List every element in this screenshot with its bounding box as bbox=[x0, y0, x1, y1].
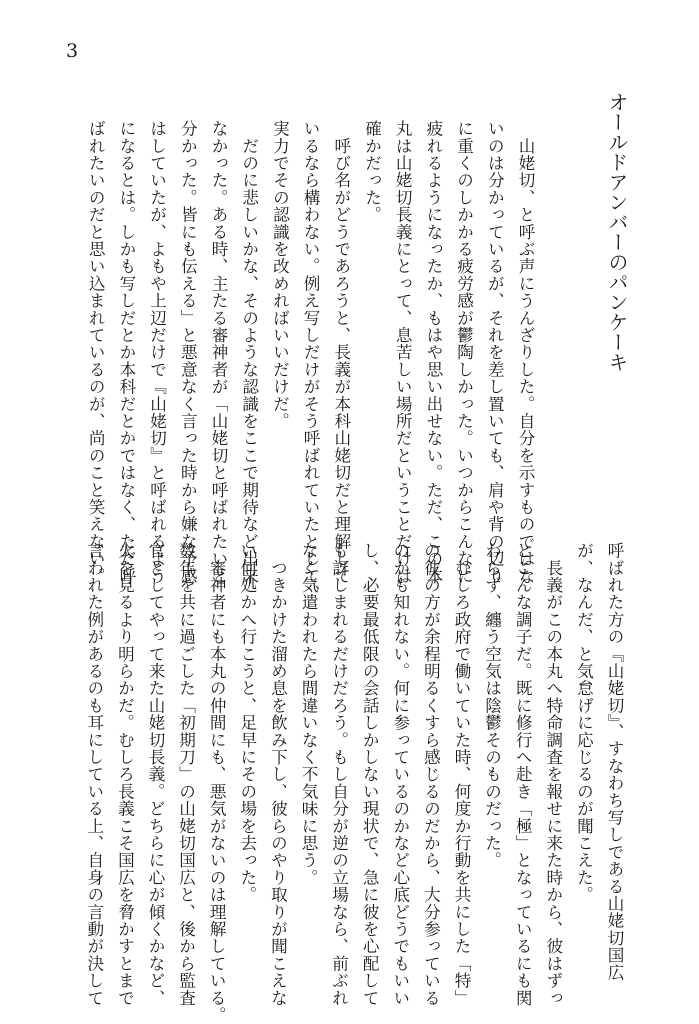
text-column: になるとは。しかも写しだとか本科だとかではなく、ただ呼 bbox=[116, 120, 136, 585]
text-column: だのに悲しいかな、そのような認識をここで期待など出来 bbox=[239, 120, 259, 585]
text-column: 分かった。皆にも伝える」と悪意なく言った時から嫌な予感 bbox=[178, 120, 198, 585]
text-column: なかった。ある時、主たる審神者が「山姥切と呼ばれたいと bbox=[209, 120, 228, 585]
text-column: 言われた例があるのも耳にしている上、自身の言動が決して bbox=[84, 542, 104, 1007]
text-column: 火を見るより明らかだ。むしろ長義こそ国広を脅かすとまで bbox=[115, 542, 135, 1007]
text-column: いのは分かっているが、それを差し置いても、肩や背の辺り bbox=[485, 120, 505, 585]
text-column: 呼ばれた方の『山姥切』、すなわち写しである山姥切国広 bbox=[605, 542, 624, 981]
text-column: 呼び名がどうであろうと、長義が本科山姥切だと理解して bbox=[331, 120, 351, 585]
text-column: とこんな調子だ。既に修行へ赴き「極」となっているにも関 bbox=[513, 542, 533, 1007]
text-column: 数年を共に過ごした「初期刀」の山姥切国広と、後から監査 bbox=[176, 542, 196, 1007]
text-column: 官としてやって来た山姥切長義。どちらに心が傾くかなど、 bbox=[146, 542, 165, 1007]
text-column: のかも知れない。何に参っているのかなど心底どうでもいい bbox=[390, 542, 410, 1007]
text-column: し、必要最低限の会話しかしない現状で、急に彼を心配して bbox=[360, 542, 380, 1007]
page-number: 3 bbox=[66, 40, 79, 62]
text-column: 山姥切、と呼ぶ声にうんざりした。自分を示すものではな bbox=[516, 120, 535, 585]
text-column: むしろ政府で働いていた時、何度か行動を共にした「特」 bbox=[452, 542, 471, 1007]
text-column: つきかけた溜め息を飲み下し、彼らのやり取りが聞こえな bbox=[268, 542, 288, 1007]
text-column: ばれたいのだと思い込まれているのが、尚のこと笑えない。 bbox=[86, 120, 106, 585]
text-column: 長義がこの本丸へ特命調査を報せに来た時から、彼はずっ bbox=[543, 542, 563, 1007]
text-column: わらず、纏う空気は陰鬱そのものだった。 bbox=[482, 542, 502, 869]
chapter-title: オールドアンバーのパンケーキ bbox=[605, 92, 629, 372]
text-column: いるなら構わない。例え写しだけがそう呼ばれていたとして、 bbox=[301, 120, 321, 602]
text-column: に重くのしかかる疲労感が鬱陶しかった。いつからこんなに bbox=[454, 120, 474, 585]
text-column: も訝しまれるだけだろう。もし自分が逆の立場なら、前ぶれ bbox=[329, 542, 349, 1007]
text-column: 審神者にも本丸の仲間にも、悪気がないのは理解している。 bbox=[207, 542, 227, 1024]
text-column: 確かだった。 bbox=[362, 120, 382, 224]
text-column: はしていたが、よもや上辺だけで『山姥切』と呼ばれるよう bbox=[147, 120, 167, 585]
text-column: の彼の方が余程明るくすら感じるのだから、大分参っている bbox=[421, 542, 441, 1007]
text-column: 疲れるようになったか、もはや思い出せない。ただ、この本 bbox=[423, 120, 443, 585]
text-column: い何処かへ行こうと、足早にその場を去った。 bbox=[237, 542, 257, 904]
text-column: が、なんだ、と気怠げに応じるのが聞こえた。 bbox=[574, 542, 594, 904]
text-column: 実力でその認識を改めればいいだけだ。 bbox=[270, 120, 290, 430]
text-column: 丸は山姥切長義にとって、息苦しい場所だということだけは bbox=[393, 120, 413, 585]
text-column: なく気遣われたら間違いなく不気味に思う。 bbox=[299, 542, 318, 886]
